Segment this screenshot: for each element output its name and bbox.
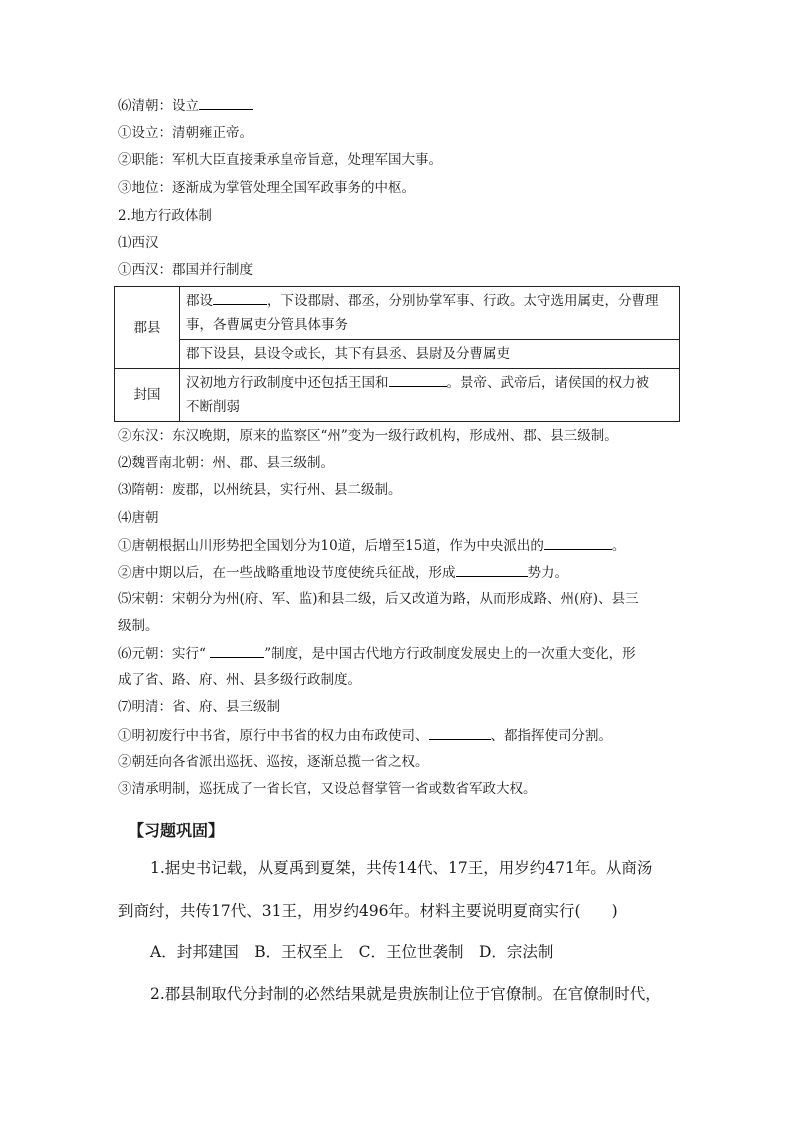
cell-text: ，下设郡尉、郡丞，分别协掌军事、行政。太守选用属吏，分曹理 — [267, 293, 659, 309]
text-line — [118, 643, 636, 664]
text-line — [118, 535, 625, 556]
text-line: ③地位：逐渐成为掌管处理全国军政事务的中枢。 — [118, 180, 415, 196]
cell-text: 郡设 — [186, 293, 213, 309]
table-cell — [180, 287, 680, 340]
line-text: ②唐中期以后，在一些战略重地设节度使统兵征战，形成 — [118, 565, 456, 581]
cell-text: 不断削弱 — [186, 399, 240, 415]
text-line: ⑷唐朝 — [118, 510, 159, 526]
line-text: 势力。 — [527, 565, 568, 581]
text-line: ⑵魏晋南北朝：州、郡、县三级制。 — [118, 455, 334, 471]
line-text: 、都指挥使司分割。 — [490, 728, 612, 744]
cell-text: 。景帝、武帝后，诸侯国的权力被 — [446, 375, 649, 391]
cell-text: 事，各曹属吏分管具体事务 — [186, 317, 348, 333]
question-2-line-1: 2.郡县制取代分封制的必然结果就是贵族制让位于官僚制。在官僚制时代， — [150, 985, 661, 1003]
answer-blank[interactable] — [456, 562, 528, 577]
exercise-heading: 【习题巩固】 — [128, 821, 225, 840]
text-line — [118, 562, 568, 583]
table-row — [115, 340, 680, 369]
table-row — [115, 287, 680, 340]
table-row — [115, 369, 680, 422]
qing-heading — [118, 95, 253, 116]
text-line — [118, 725, 612, 746]
text-line: 成了省、路、府、州、县多级行政制度。 — [118, 672, 361, 688]
text-line: ③清承明制，巡抚成了一省长官，又设总督掌管一省或数省军政大权。 — [118, 781, 537, 797]
answer-blank[interactable] — [213, 290, 267, 305]
text-line: ⑸宋朝：宋朝分为州(府、军、监)和县二级，后又改道为路，从而形成路、州(府)、县三 — [118, 591, 639, 607]
line-text: ”制度，是中国古代地方行政制度发展史上的一次重大变化，形 — [264, 646, 636, 662]
qing-heading-text: ⑹清朝：设立 — [118, 98, 199, 114]
text-line: ②职能：军机大臣直接秉承皇帝旨意，处理军国大事。 — [118, 152, 442, 168]
junguo-table — [114, 286, 680, 422]
line-text: 。 — [611, 538, 626, 554]
question-1-options[interactable]: A．封邦建国 B．王权至上 C．王位世袭制 D．宗法制 — [150, 943, 554, 961]
line-text: ①唐朝根据山川形势把全国划分为10道，后增至15道，作为中央派出的 — [118, 538, 544, 554]
answer-blank[interactable] — [210, 643, 264, 658]
question-1-line-2: 到商纣，共传17代、31王，用岁约496年。材料主要说明夏商实行( ) — [118, 902, 618, 920]
text-line: ②东汉：东汉晚期，原来的监察区“州”变为一级行政机构，形成州、郡、县三级制。 — [118, 428, 618, 444]
question-1-line-1: 1.据史书记载，从夏禹到夏桀，共传14代、17王，用岁约471年。从商汤 — [150, 859, 653, 877]
text-line: ⑶隋朝：废郡，以州统县，实行州、县二级制。 — [118, 482, 402, 498]
line-text: ①明初废行中书省，原行中书省的权力由布政使司、 — [118, 728, 429, 744]
table-label-fengguo: 封国 — [115, 369, 180, 422]
text-line: ⑺明清：省、府、县三级制 — [118, 699, 280, 715]
table-cell — [180, 369, 680, 422]
answer-blank[interactable] — [389, 372, 447, 387]
text-line: ①西汉：郡国并行制度 — [118, 262, 253, 278]
answer-blank[interactable] — [199, 95, 253, 110]
answer-blank[interactable] — [429, 725, 491, 740]
cell-text: 汉初地方行政制度中还包括王国和 — [186, 375, 389, 391]
text-line: ⑴西汉 — [118, 235, 159, 251]
section-heading: 2.地方行政体制 — [118, 208, 212, 224]
text-line: ②朝廷向各省派出巡抚、巡按，逐渐总揽一省之权。 — [118, 754, 429, 770]
line-text: ⑹元朝：实行“ — [118, 646, 211, 662]
text-line: ①设立：清朝雍正帝。 — [118, 125, 253, 141]
answer-blank[interactable] — [544, 535, 612, 550]
table-label-junxian: 郡县 — [115, 287, 180, 369]
table-cell: 郡下设县，县设令或长，其下有县丞、县尉及分曹属吏 — [180, 340, 680, 369]
text-line: 级制。 — [118, 618, 159, 634]
